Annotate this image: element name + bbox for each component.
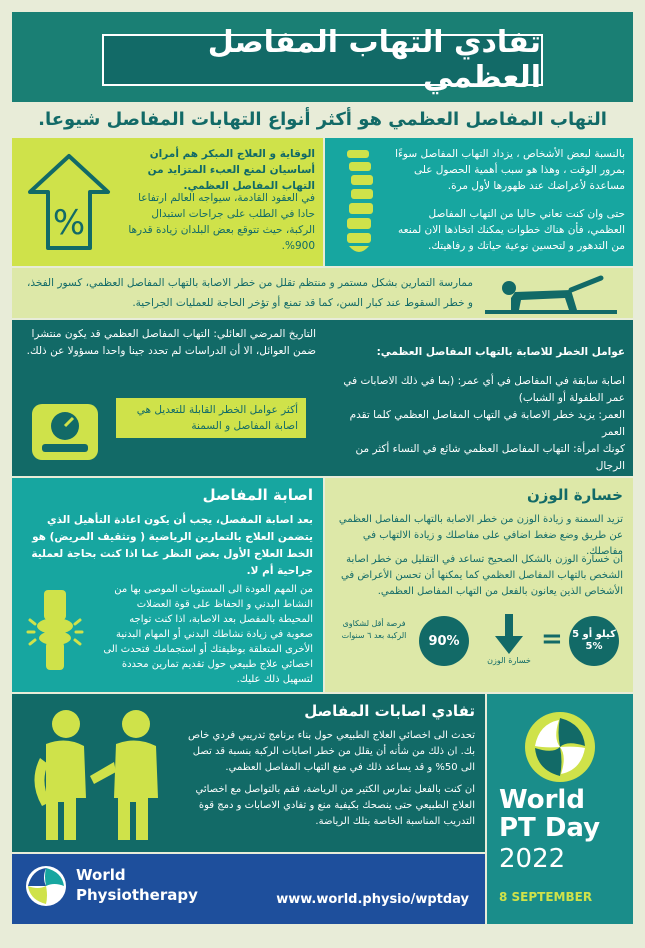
risk-factors-list xyxy=(333,344,625,475)
prevention-text-2: في العقود القادمة، سيواجه العالم ارتفاعا حادا في الطلب على جراحات استبدال الركبة، حيث تتوقع بعض البلدان زيادة قدرها 900%. xyxy=(128,192,315,252)
joint-injury-title: اصابة المفاصل xyxy=(202,486,313,504)
footer xyxy=(12,854,485,924)
exercise-panel xyxy=(12,268,633,318)
family-history-text: التاريخ المرضي العائلي: التهاب المفاصل العظمي قد يكون منتشرا ضمن العوائل، الا أن الدراسات لم تحدد جينا واحدا مسؤولا عن ذلك. xyxy=(26,328,316,357)
footer-url[interactable]: www.world.physio/wptday xyxy=(276,892,469,907)
percent-up-arrow-icon xyxy=(26,152,112,252)
joint-injury-panel xyxy=(12,478,323,692)
prevention-panel xyxy=(12,138,323,266)
risk-item-injury: اصابة سابقة في المفاصل في أي عمر: (بما في ذلك الاصابات في عمر الطفولة أو الشباب) xyxy=(343,375,625,404)
reduction-label: فرصة أقل لشكاوى الركبة بعد ٦ سنوات xyxy=(341,619,407,640)
equals-sign: = xyxy=(541,624,563,654)
weight-loss-stat: 5 كيلو أو 5% xyxy=(569,616,619,666)
progression-text-2: حتى وان كنت تعاني حاليا من التهاب المفاصل العظمي، فأن هناك خطوات يمكنك اتخاذها الان لمنعه من التدهور و لتحسين نوعية حياتك و رفاهيتك. xyxy=(398,208,625,252)
prevention-text-1: الوقاية و العلاج المبكر هم أمران أساسيان لمنع العبء المتزايد من التهاب المفاصل العظمي. xyxy=(147,148,315,192)
risk-factors-panel xyxy=(12,320,633,476)
avoid-injuries-title: تفادي اصابات المفاصل xyxy=(304,702,475,720)
risk-heading: عوامل الخطر للاصابة بالتهاب المفاصل العظمي: xyxy=(376,346,625,358)
svg-text:%: % xyxy=(52,203,86,243)
progression-text-1: بالنسبة لبعض الأشخاص ، يزداد التهاب المفاصل سوءًا بمرور الوقت ، وهذا هو سبب أهمية الحصول على مساعدة لأعراضك عند ظهورها لأول مرة. xyxy=(395,148,625,192)
down-arrow-icon xyxy=(489,612,529,656)
weighing-scale-icon xyxy=(28,400,102,464)
exercise-text: ممارسة التمارين بشكل مستمر و منتظم تقلل من خطر الاصابة بالتهاب المفاصل العظمي، كسور الفخذ، و خطر السقوط عند كبار السن، كما قد تمنع أو تؤخر الحاجة للعمليات الجراحية. xyxy=(26,277,473,309)
pt-day-date: 8 SEPTEMBER xyxy=(499,890,593,904)
risk-item-age: العمر: يزيد خطر الاصابة في التهاب المفاصل العظمي كلما تقدم العمر xyxy=(349,409,625,438)
footer-org-name-2: Physiotherapy xyxy=(76,886,198,904)
weight-loss-title: خسارة الوزن xyxy=(526,486,623,504)
pt-day-year: 2022 xyxy=(499,844,566,874)
world-pt-day-panel xyxy=(487,694,633,924)
progression-panel xyxy=(325,138,633,266)
exercise-person-icon xyxy=(481,272,621,316)
world-pt-day-logo-icon xyxy=(523,710,597,784)
weight-loss-text-2: ان خسارة الوزن بالشكل الصحيح تساعد في التقليل من خطر اصابة الشخص بالتهاب المفاصل العظمي كما يمكنها أن تحسن الأعراض في الأشخاص الذين يعانون بالفعل من التهاب المفاصل العظمي. xyxy=(341,554,623,597)
risk-item-gender: كونك امرأة: التهاب المفاصل العظمي شائع في النساء أكثر من الرجال xyxy=(355,443,625,472)
physio-patient-icon xyxy=(24,702,172,844)
knee-joint-icon xyxy=(26,588,84,672)
weight-loss-panel xyxy=(325,478,633,692)
down-arrow-label: خسارة الوزن xyxy=(487,656,531,665)
world-physiotherapy-logo-icon xyxy=(24,864,68,908)
page-subtitle: التهاب المفاصل العظمي هو أكثر أنواع التهابات المفاصل شيوعا. xyxy=(38,108,607,130)
avoid-injuries-text-2: ان كنت بالفعل تمارس الكثير من الرياضة، فقم بالتواصل مع اخصائي العلاج الطبيعي حتى ينصحك بكيفية منع و تفادي الاصابات و دمج قوة التدريب المناسبة الخاصة بتلك الرياضة. xyxy=(195,784,475,827)
page-title: تفادي التهاب المفاصل العظمي xyxy=(102,34,543,86)
pt-day-name: PT Day xyxy=(499,813,601,843)
reduction-stat: 90% xyxy=(419,616,469,666)
joint-injury-text-2: من المهم العودة الى المستويات الموصى بها من النشاط البدني و الحفاظ على قوة العضلات المحيطة بالمفصل بعد الاصابة، اذا كنت تواجه صعوبة في زيادة نشاطك البدني أو المهام البدنية الأخرى المتعلقة بوظيفتك أو استجمامك فتحدث الى اخصائي علاج طبيعي حول تقديم تمارين محددة لتسهيل ذلك عليك. xyxy=(103,584,313,685)
joint-injury-text-1: بعد اصابة المفصل، يجب أن يكون اعادة التأهيل الذي يتضمن العلاج بالتمارين الرياضية ( وتثقيف المريض) هو الخط العلاج الأول بغض النظر عما اذا كنت بحاجة لعملية جراحية أم لا. xyxy=(31,514,313,577)
footer-org-name-1: World xyxy=(76,866,126,884)
risk-callout: أكثر عوامل الخطر القابلة للتعديل هي اصابة المفاصل و السمنة xyxy=(116,398,306,438)
weight-loss-text-1: تزيد السمنة و زيادة الوزن من خطر الاصابة بالتهاب المفاصل العظمي عن طريق وضع ضغط اضافي على مفاصلك و زيادة الالتهاب في مفاصلك. xyxy=(338,514,623,557)
pt-day-world: World xyxy=(499,785,585,815)
avoid-injuries-panel xyxy=(12,694,485,852)
spine-icon xyxy=(343,146,377,258)
avoid-injuries-text-1: تحدث الى اخصائي العلاج الطبيعي حول بناء برنامج تدريبي فردي خاص بك. ان ذلك من شأنه أن يقلل من خطر اصابات الركبة بنسبة قد تصل الى 50% و قد يساعد ذلك في منع التهاب المفاصل العظمي. xyxy=(188,730,475,773)
